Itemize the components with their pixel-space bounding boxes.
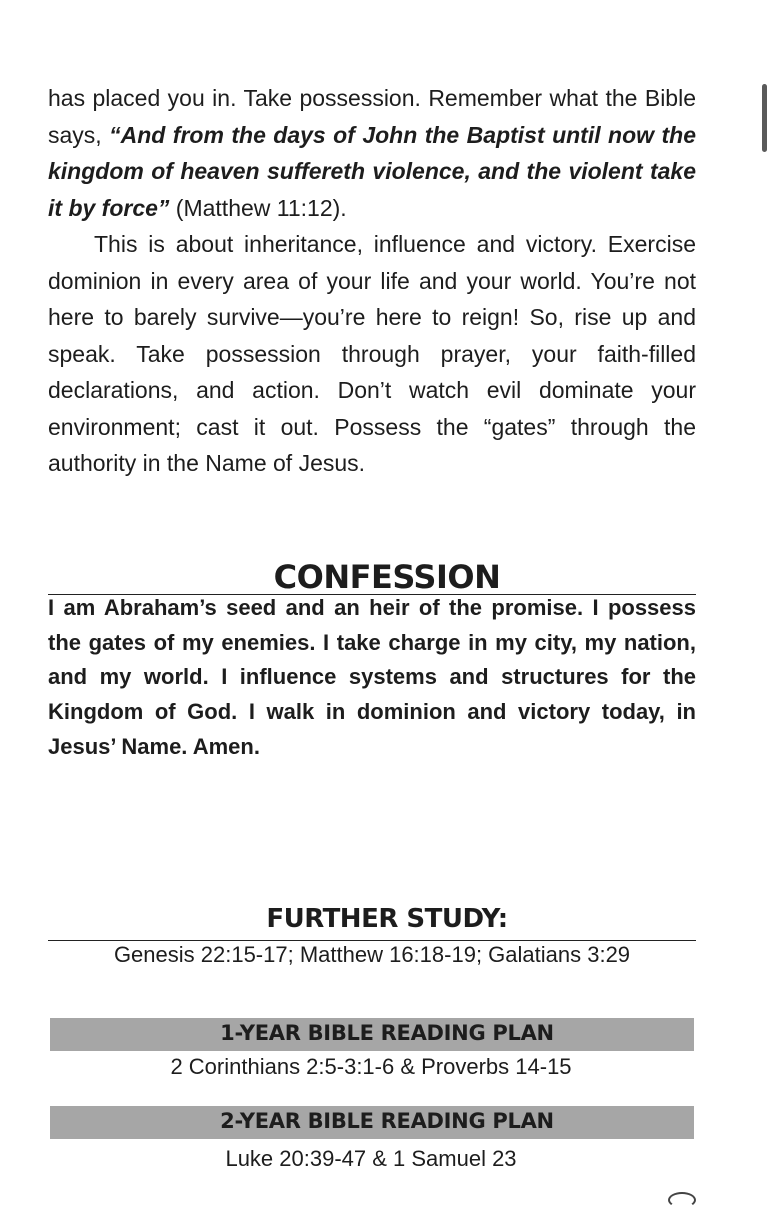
scripture-quote: “And from the days of John the Baptist until now the kingdom of heaven suffereth violence, and the violent take it by force” [48,121,696,221]
one-year-plan-passages: 2 Corinthians 2:5-3:1-6 & Proverbs 14-15 [170,1054,572,1079]
paragraph-dominion: This is about inheritance, influence and victory. Exercise dominion in every area of your life and your world. You’re not here to barely survive—you’re here to reign! So, rise up and speak. Take possession through prayer, your faith-filled declarations, and action. Don’t watch evil dominate your environment; cast it out. Possess the “gates” through the authority in the Name of Jesus. [48,231,696,476]
page-corner-icon [668,1192,696,1208]
further-study-heading: FURTHER STUDY: [266,904,508,934]
one-year-plan-title: 1-YEAR BIBLE READING PLAN [220,1021,554,1045]
paragraph-intro [48,80,696,226]
confession-text: I am Abraham’s seed and an heir of the promise. I possess the gates of my enemies. I take charge in my city, my nation, and my world. I influence systems and structures for the Kingdom of God. I walk in dominion and victory today, in Jesus’ Name. Amen. [48,595,696,759]
two-year-plan-title: 2-YEAR BIBLE READING PLAN [220,1109,554,1133]
scripture-reference: (Matthew 11:12). [169,194,347,221]
vertical-scrollbar[interactable] [762,84,767,152]
further-study-divider [48,940,696,941]
paragraph-intro-lead: has placed you in. Take possession. Remember what the Bible says, [48,85,696,148]
two-year-plan-passages: Luke 20:39-47 & 1 Samuel 23 [225,1146,517,1171]
further-study-references: Genesis 22:15-17; Matthew 16:18-19; Galatians 3:29 [113,942,631,967]
confession-heading: CONFESSION [273,558,501,596]
